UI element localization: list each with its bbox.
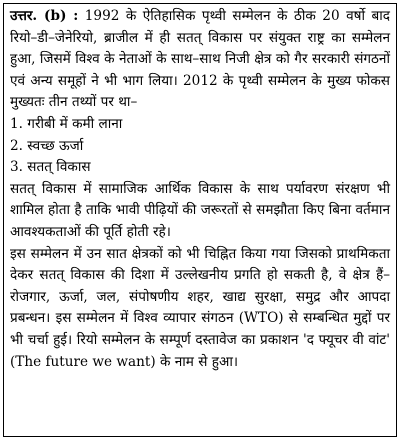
answer-box	[3, 3, 397, 437]
list-item-sustainable-development: 3. सतत् विकास	[10, 159, 91, 176]
intro-paragraph	[10, 6, 390, 114]
list-item-poverty: 1. गरीबी में कमी लाना	[10, 115, 123, 132]
intro-text: 1992 के ऐतिहासिक पृथ्वी सम्मेलन के ठीक 20 वर्षो बाद रियो–डी–जेनेरियो, ब्राजील में ही सतत् विकास पर संयुक्त राष्ट्र का सम्मेलन हुआ, जिसमें विश्व के नेताओं के साथ–साथ निजी क्षेत्र को गैर सरकारी संगठनों एवं अन्य समूहों ने भी भाग लिया। 2012 के पृथ्वी सम्मेलन के मुख्य फोकस मुख्यतः तीन तथ्यों पर था–	[10, 8, 390, 111]
sectors-paragraph: इस सम्मेलन में उन सात क्षेत्रकों को भी चिह्नित किया गया जिसको प्राथमिकता देकर सतत् विकास की दिशा में उल्लेखनीय प्रगति हो सकती है, वे क्षेत्र हैं–रोजगार, ऊर्जा, जल, संपोषणीय शहर, खाद्य सुरक्षा, समुद्र और आपदा प्रबन्धन। इस सम्मेलन में विश्व व्यापार संगठन (WTO) से सम्बन्धित मुद्दों पर भी चर्चा हुई। रियो सम्मेलन के सम्पूर्ण दस्तावेज का प्रकाशन 'द फ्यूचर वी वांट' (The future we want) के नाम से हुआ।	[10, 245, 390, 370]
answer-label: उत्तर. (b) :	[10, 8, 79, 24]
sustainable-development-paragraph: सतत् विकास में सामाजिक आर्थिक विकास के साथ पर्यावरण संरक्षण भी शामिल होता है ताकि भावी पीढ़ियों की जरूरतों से समझौता किए बिना वर्तमान आवश्यकताओं की पूर्ति होती रहे।	[10, 180, 390, 240]
list-item-clean-energy: 2. स्वच्छ ऊर्जा	[10, 137, 84, 154]
